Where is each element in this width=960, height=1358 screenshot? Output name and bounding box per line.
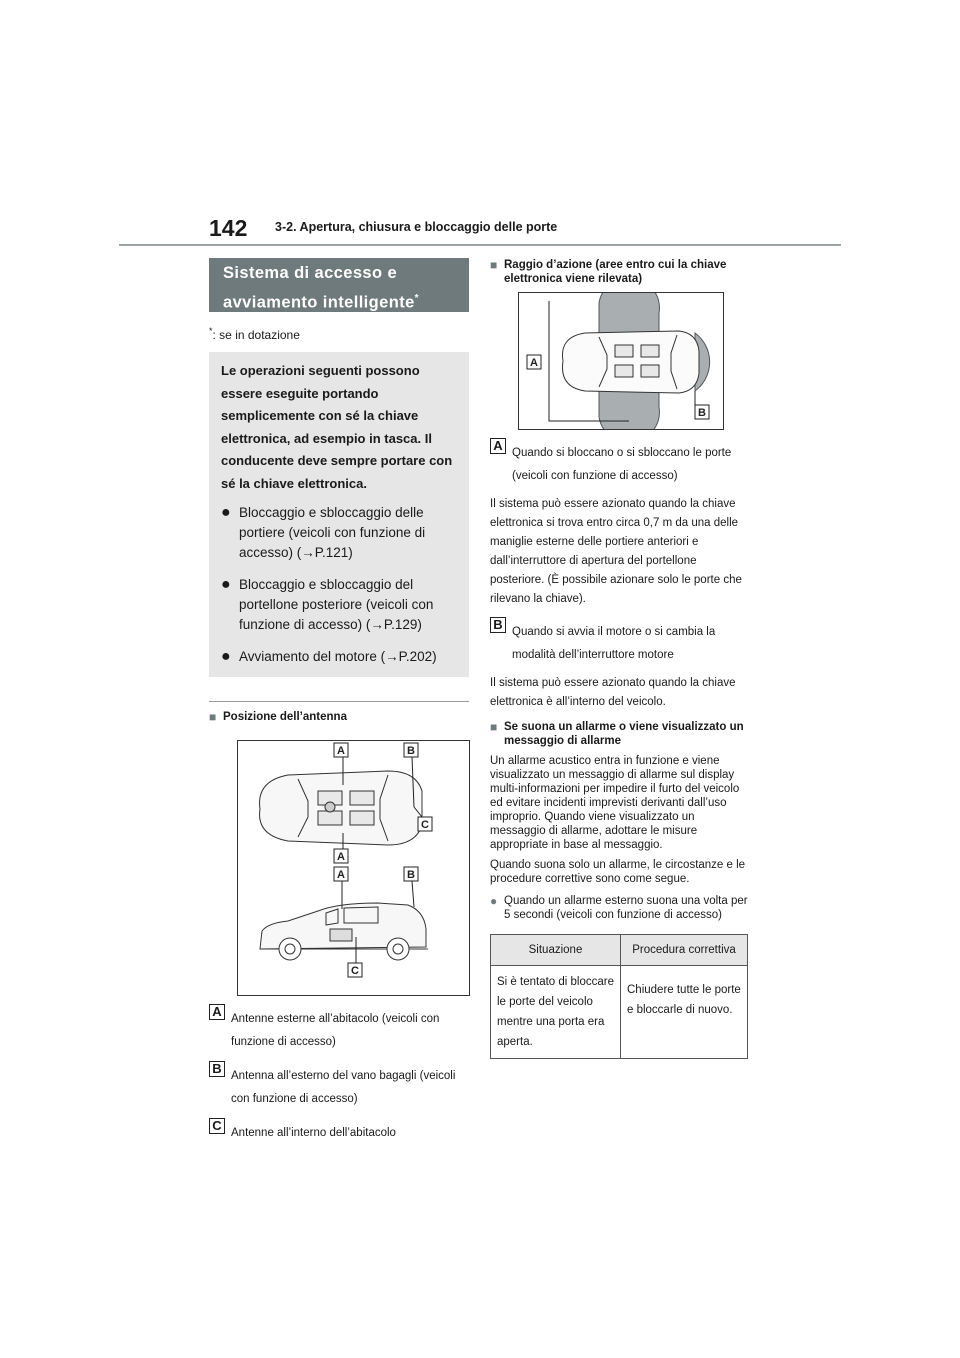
square-marker-icon: ■ bbox=[209, 710, 217, 724]
figure-label-c-side: C bbox=[351, 965, 359, 977]
legend-item-c: C Antenne all’interno dell’abitacolo bbox=[209, 1118, 469, 1145]
figure-label-c-top: C bbox=[421, 819, 429, 831]
list-item: ● Bloccaggio e sbloccaggio delle portiere (veicoli con funzione di accesso) (→P.121) bbox=[221, 503, 457, 563]
range-paragraph-b: Il sistema può essere azionato quando la chiave elettronica è all’interno del veicolo. bbox=[490, 677, 736, 708]
list-item: ● Avviamento del motore (→P.202) bbox=[221, 648, 437, 665]
table-row bbox=[491, 966, 748, 1059]
bullet-dot-icon: ● bbox=[221, 648, 231, 665]
range-heading: ■ Raggio d’azione (aree entro cui la chiave elettronica viene rilevata) bbox=[490, 258, 727, 285]
alarm-paragraph-1: Un allarme acustico entra in funzione e viene visualizzato un messaggio di allarme sul display multi-informazioni per impedire il furto del veicolo ed evitare incidenti imprevisti derivanti dall’uso improprio. Quando viene visualizzato un messaggio di allarme, adottare le misure appropriate in base al messaggio. bbox=[490, 755, 740, 851]
footnote: *: se in dotazione bbox=[209, 326, 300, 342]
title-line-1: Sistema di accesso e bbox=[223, 264, 398, 282]
figure-label-b-top: B bbox=[407, 745, 415, 757]
info-box bbox=[209, 352, 469, 677]
range-legend-a: A Quando si bloccano o si sbloccano le porte (veicoli con funzione di accesso) bbox=[490, 438, 752, 487]
figure-label-a-side: A bbox=[337, 869, 345, 881]
range-label-b: B bbox=[698, 407, 706, 419]
right-column bbox=[490, 258, 752, 1059]
chapter-title-box bbox=[209, 258, 469, 312]
antenna-position-figure bbox=[237, 740, 470, 996]
list-item: ● Bloccaggio e sbloccaggio del portellone posteriore (veicoli con funzione di accesso) (→P.129) bbox=[221, 575, 457, 635]
circle-marker-icon: ● bbox=[490, 894, 498, 908]
situation-table bbox=[490, 934, 748, 1059]
range-paragraph-a: Il sistema può essere azionato quando la chiave elettronica si trova entro circa 0,7 m da una delle maniglie esterne delle portiere anteriori e dall’interruttore di apertura del portellone posteriore. (È possibile azionare solo le porte che rilevano la chiave). bbox=[490, 498, 742, 605]
section-title: 3-2. Apertura, chiusura e bloccaggio delle porte bbox=[275, 220, 558, 234]
alarm-heading: ■ Se suona un allarme o viene visualizzato un messaggio di allarme bbox=[490, 720, 744, 747]
car-range-illustration bbox=[519, 293, 723, 429]
alarm-paragraph-2: Quando suona solo un allarme, le circostanze e le procedure correttive sono come segue. bbox=[490, 859, 746, 885]
table-header-situation: Situazione bbox=[491, 935, 621, 966]
header-rule bbox=[119, 244, 841, 246]
range-legend-b: B Quando si avvia il motore o si cambia la modalità dell’interruttore motore bbox=[490, 617, 752, 666]
car-antenna-illustration bbox=[238, 741, 469, 995]
title-asterisk: * bbox=[414, 293, 419, 304]
info-intro: Le operazioni seguenti possono essere eseguite portando semplicemente con sé la chiave elettronica, ad esempio in tasca. Il conducente deve sempre portare con sé la chiave elettronica. bbox=[221, 363, 453, 491]
legend-item-b: B Antenna all’esterno del vano bagagli (veicoli con funzione di accesso) bbox=[209, 1061, 469, 1110]
title-line-2: avviamento intelligente* bbox=[223, 293, 419, 312]
antenna-heading: ■ Posizione dell’antenna bbox=[209, 710, 347, 724]
legend-item-a: A Antenne esterne all’abitacolo (veicoli con funzione di accesso) bbox=[209, 1004, 469, 1053]
page-number: 142 bbox=[209, 215, 248, 241]
alarm-sub-bullet: ● Quando un allarme esterno suona una volta per 5 secondi (veicoli con funzione di accesso) bbox=[490, 894, 748, 921]
bullet-dot-icon: ● bbox=[221, 576, 231, 593]
table-cell-situation: Si è tentato di bloccare le porte del veicolo mentre una porta era aperta. bbox=[491, 966, 621, 1059]
section-divider bbox=[209, 701, 469, 702]
square-marker-icon: ■ bbox=[490, 720, 498, 734]
table-header-procedure: Procedura correttiva bbox=[621, 935, 748, 966]
figure-label-a-mid: A bbox=[337, 851, 345, 863]
figure-label-a-top: A bbox=[337, 745, 345, 757]
square-marker-icon: ■ bbox=[490, 258, 498, 272]
range-figure bbox=[518, 292, 724, 430]
footnote-asterisk: * bbox=[209, 326, 213, 336]
table-header-row bbox=[491, 935, 748, 966]
figure-label-b-side: B bbox=[407, 869, 415, 881]
table-cell-procedure: Chiudere tutte le porte e bloccarle di nuovo. bbox=[621, 966, 748, 1059]
bullet-dot-icon: ● bbox=[221, 504, 231, 521]
range-label-a: A bbox=[530, 357, 538, 369]
left-column bbox=[209, 258, 469, 1145]
